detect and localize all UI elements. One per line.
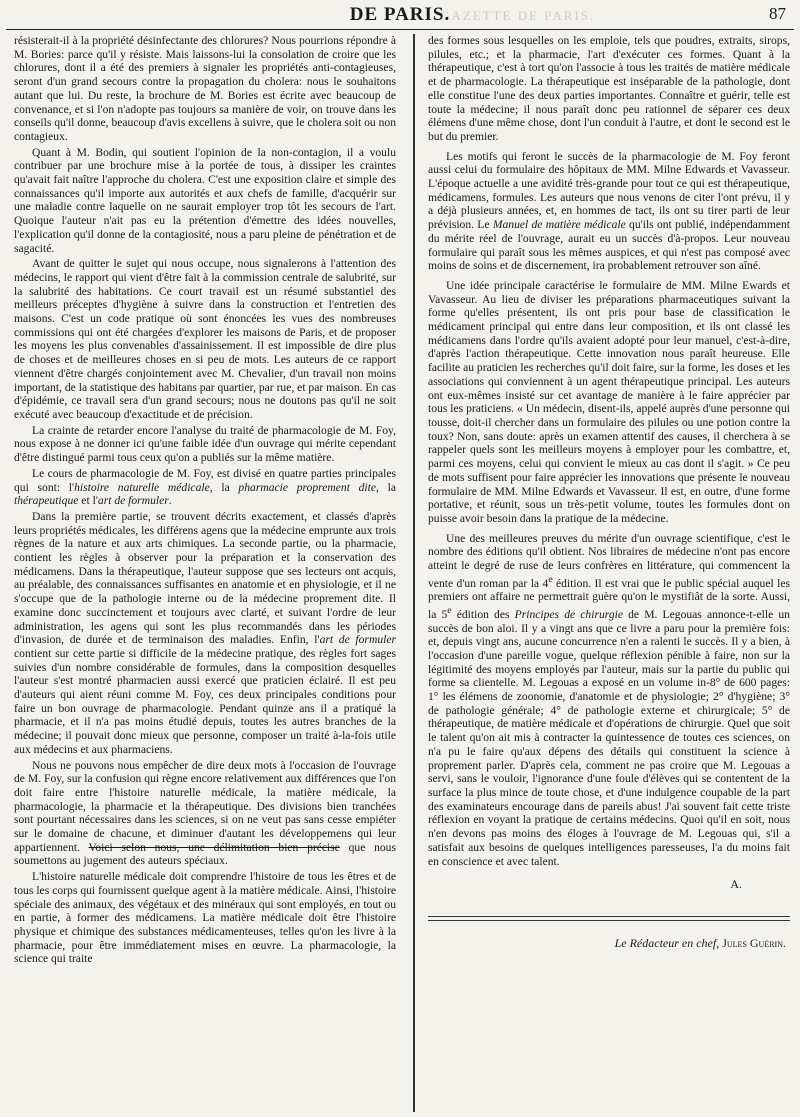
paragraph: Le cours de pharmacologie de M. Foy, est divisé en quatre parties principales qui sont: l'histoire naturelle médicale, la pharmacie proprement dite, la thérapeutique et l'art de formuler. xyxy=(14,466,396,508)
editor-name: Jules Guérin. xyxy=(722,935,786,950)
paragraph: La crainte de retarder encore l'analyse du traité de pharmacologie de M. Foy, nous expose à ne donner ici qu'une faible idée d'un ouvrage qui mérite cependant d'être distingué parmi tous ceux qu'on a publiés sur la même matière. xyxy=(14,423,396,465)
paragraph: Les motifs qui feront le succès de la pharmacologie de M. Foy feront aussi celui du formulaire des hôpitaux de MM. Milne Edwards et Vavasseur. L'époque actuelle a une avidité très-grande pour tout ce qui est thérapeutique, médicamens, formules. Les auteurs que nous venons de citer l'ont prévu, il y a déjà plusieurs années, et, en hommes de tact, ils ont su tirer parti de leur prévision. Le Manuel de matière médicale qu'ils ont publié, indépendamment du mérite réel de l'ouvrage, aurait eu un succès d'à-propos. Leur nouveau formulaire qui paraît sous les mêmes auspices, et qui n'est pas composé avec moins de soins et de discernement, ira probablement retrouver son aîné. xyxy=(428,149,790,273)
paragraph: résisterait-il à la propriété désinfectante des chlorures? Nous pourrions répondre à M. Bories: parce qu'il y résiste. Mais laissons-lui la consolation de croire que les chlorures, dont il a été des premiers à signaler les propriétés anti-contagieuses, seront d'un grand secours contre la propagation du cholera: nous le souhaitons autant que lui. Du reste, la brochure de M. Bories est écrite avec beaucoup de convenance, et si l'on n'adopte pas toujours sa manière de voir, on trouve dans les conseils qu'il donne, beaucoup d'avis excellens à suivre, que le cholera soit ou non contagieux. xyxy=(14,34,396,143)
paragraph: Nous ne pouvons nous empêcher de dire deux mots à l'occasion de l'ouvrage de M. Foy, sur la confusion qui règne encore relativement aux différences que l'on doit faire entre l'histoire naturelle médicale, la matière médicale, la pharmacologie, la pharmacie et la thérapeutique. Des divisions bien tranchées sont pourtant nécessaires dans les sciences, si on ne veut pas sans cesse empiéter sur le domaine de chacune, et diminuer d'autant les développemens qui leur appartiennent. Voici selon nous, une délimitation bien précise que nous soumettons au jugement des auteurs spéciaux. xyxy=(14,758,396,868)
editor-credit: Le Rédacteur en chef, Jules Guérin. xyxy=(614,935,786,950)
paragraph: Une idée principale caractérise le formulaire de MM. Milne Ewards et Vavasseur. Au lieu de diviser les préparations pharmaceutiques suivant la forme qu'elles présentent, ils ont pris pour base de classification le médicament principal qui entre dans leur composition, et ils ont classé les médicamens dans l'ordre qu'ils avaient adopté pour leur manuel, c'est-à-dire, d'après l'action thérapeutique. Cette innovation nous paraît heureuse. Elle facilite au praticien les recherches qu'il doit faire, sur la forme, les doses et les associations qui conviennent à un agent thérapeutique principal. Les auteurs ont eux-mêmes insisté sur cet avantage de manière à le faire apprécier par tous les praticiens. « Un médecin, disent-ils, appelé auprès d'une personne qui tousse, doit-il chercher dans un formulaire des pilules ou une potion contre la toux? Non, sans doute: après un examen attentif des causes, il cherchera à se rappeler quels sont les meilleurs moyens à employer pour les combattre, et, parmi ces moyens, celui qui convient le mieux au cas dont il s'agit. » Ce peu de mots suffisent pour faire apprécier les innovations que présente le nouveau formulaire de MM. Milne Edwards et Vavasseur. Il est, en outre, d'une forme portative, et réunit, sous un très-petit volume, toutes les formules dont on puisse avoir besoin dans la pratique de la médecine. xyxy=(428,278,790,525)
article-signature: A. xyxy=(730,877,742,892)
paragraph: Une des meilleures preuves du mérite d'un ouvrage scientifique, c'est le nombre des éditions qu'il obtient. Nos libraires de médecine n'ont pas encore atteint le degré de ruse de leurs confrères en littérature, qui commencent la vente d'un roman par la 4e édition. Il est vrai que le public spécial auquel les premiers ont affaire ne permettrait guère qu'on le mystifiât de la sorte. Aussi, la 5e édition des Principes de chirurgie de M. Legouas annonce-t-elle un succès de bon aloi. Il y a vingt ans que ce livre a paru pour la première fois: et, depuis vingt ans, aucune concurrence n'en a ralenti le succès. Il y a bien, à l'occasion d'une pareille vogue, quelque réflexion pénible à faire, non sur la légitimité des moyens employés par l'auteur, mais sur la partie du public qui forme sa clientelle. M. Legouas a exposé en un volume in-8° de 600 pages: 1° les élémens de zoonomie, d'anatomie et de physiologie; 2° d'hygiène; 3° de pathologie générale; 4° de pathologie externe et chirurgicale; 5° de thérapeutique, de matière médicale et d'opérations de chirurgie. Quel que soit le talent qu'on ait mis à contracter la quintessence de toutes ces sciences, on n'a pu le faire qu'aux dépens des détails qui constituent la science à proprement parler. D'après cela, comment ne pas croire que M. Legouas a servi, sans le vouloir, l'ignorance d'une foule d'élèves qui se contentent de la surface la plus mince de toute chose, et d'une indulgence coupable de la part des examinateurs encourage dans de pareils abus! J'ai souvent fait cette triste réflexion en voyant la pratique de certains médecins. Quoi qu'il en soit, nous n'en devons pas moins des éloges à l'ouvrage de M. Legouas qui, s'il a satisfait aux besoins de quelques intelligences paresseuses, l'a du moins fait en conscience et avec talent. xyxy=(428,531,790,868)
column-divider xyxy=(413,34,417,1112)
header-rule xyxy=(6,29,794,30)
closing-rule xyxy=(428,916,790,917)
page-header xyxy=(0,0,800,30)
page-number: 87 xyxy=(769,4,786,23)
left-column xyxy=(14,34,396,1114)
paragraph: L'histoire naturelle médicale doit comprendre l'histoire de tous les êtres et de tous les corps qui fournissent quelque agent à la matière médicale. Ainsi, l'histoire spéciale des animaux, des végétaux et des minéraux qui sont employés, en tout ou en partie, à former des médicamens. La matière médicale doit être l'histoire physique et chimique des substances médicamenteuses, telles qu'on les livre à la pharmacie, pour être immédiatement mises en œuvre. La pharmacologie, la science qui traite xyxy=(14,870,396,966)
closing-rule xyxy=(428,920,790,921)
paragraph: Avant de quitter le sujet qui nous occupe, nous signalerons à l'attention des médecins, le rapport qui vient d'être fait à la commission centrale de salubrité, sur la salubrité des habitations. Ce court travail est un résumé substantiel des meilleurs préceptes d'hygiène à suivre dans la construction et l'entretien des maisons. C'est un code pratique où sont énoncées les vues des nombreuses commissions qui ont été chargées d'explorer les maisons de Paris, et de proposer les moyens les plus convenables d'assainissement. Il est impossible de dire plus de choses et de meilleures choses en si peu de mots. Les auteurs de ce rapport viennent d'être chargés conjointement avec M. Chevalier, d'un travail non moins important, de la statistique des habitans par quartier, par rue, et par maison. En cas d'épidémie, ce travail sera d'un grand secours; nous ne doutons pas qu'il ne soit exécuté avec beaucoup d'exactitude et de précision. xyxy=(14,257,396,421)
show-through-text: GAZETTE DE PARIS. xyxy=(440,8,596,23)
paragraph: des formes sous lesquelles on les emploie, tels que poudres, extraits, sirops, pilules, etc.; et la pharmacie, l'art d'exécuter ces formes. Quant à la thérapeutique, c'est à tort qu'on l'associe à tous les traités de matière médicale et de pharmacologie. La thérapeutique est inséparable de la pathologie, dont elle constitue l'une des deux parties importantes. Connaître et guérir, telle est toute la médecine; il nous paraît donc peu rationnel de séparer ces deux élémens d'une même chose, dont l'un conduit à l'autre, et dont le second est le but du premier. xyxy=(428,34,790,143)
paragraph: Quant à M. Bodin, qui soutient l'opinion de la non-contagion, il a voulu contribuer par une brochure mise à la portée de tous, à dissiper les craintes qu'avait fait naître l'approche du cholera. C'est une exposition claire et simple des connaissances qu'il importe aux autorités et aux chefs de famille, d'acquérir sur une maladie contre laquelle on ne saurait employer trop tôt les secours de l'art. Quoique l'auteur n'ait pas eu la prétention d'émettre des idées nouvelles, l'explication qu'il donne de la contagiosité, nous a paru pleine de pénétration et de sagacité. xyxy=(14,145,396,255)
struck-text: Voici selon nous, une délimitation bien précise xyxy=(88,840,340,854)
header-title: DE PARIS. xyxy=(349,4,451,25)
right-column xyxy=(428,34,790,1114)
paragraph: Dans la première partie, se trouvent décrits exactement, et classés d'après leurs propriétés médicales, les différens agens que la médecine emprunte aux trois règnes de la nature et aux arts chimiques. La seconde partie, ou la pharmacie, contient les règles à observer pour la préparation et la conservation des médicamens. Dans la thérapeutique, l'auteur suppose que ses lecteurs ont acquis, au préalable, des connaissances suffisantes en anatomie et en physiologie, et il ne s'occupe que de la pathologie interne ou de la médecine proprement dite. Il examine donc succinctement et toujours avec clarté, et suivant l'ordre de leur administration, les agens qui sont les plus recommandés dans les périodes d'invasion, de durée et de terminaison des maladies. Enfin, l'art de formuler contient sur cette partie si difficile de la médecine pratique, des règles fort sages suivies d'un nombre considérable de formules, dans la composition desquelles l'auteur s'est montré pharmacien aussi exercé que praticien éclairé. Il est peu d'auteurs qui aient réuni comme M. Foy, ces deux principales conditions pour faire un bon ouvrage de pharmacologie. Pendant quinze ans il a pratiqué la pharmacie, et il n'a pas moins étudié depuis, toutes les autres branches de la médecine; il pouvait donc mieux que personne, composer un traité à-la-fois utile aux médecins et aux pharmaciens. xyxy=(14,509,396,756)
